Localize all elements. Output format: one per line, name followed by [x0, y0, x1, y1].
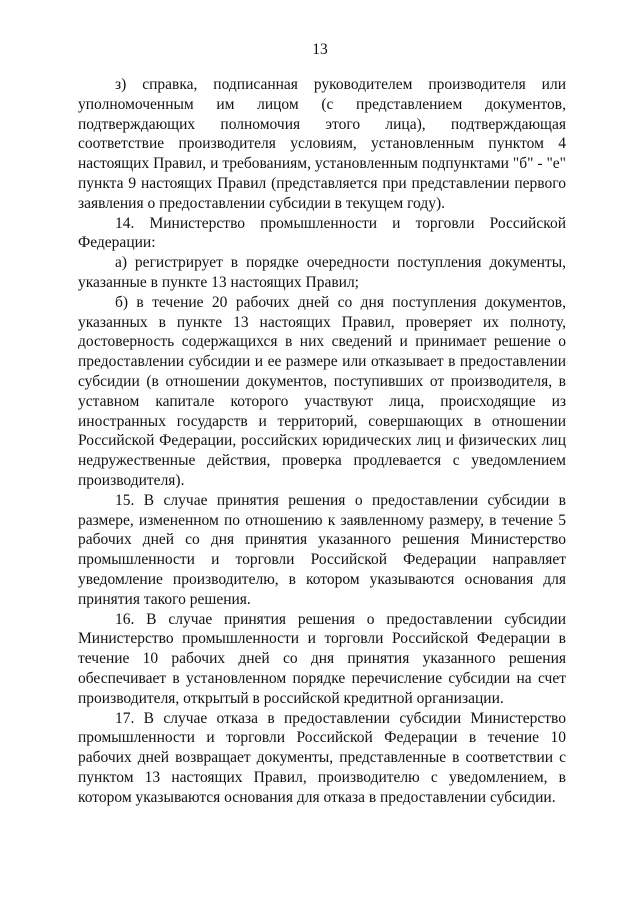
document-body [78, 75, 566, 807]
page-number: 13 [312, 41, 328, 58]
paragraph-item-14b: б) в течение 20 рабочих дней со дня поступления документов, указанных в пункте 13 настоящих Правил, проверяет их полноту, достоверность содержащихся в них сведений и принимает решение о предоставлении субсидии и ее размере или отказывает в предоставлении субсидии (в отношении документов, поступивших от производителя, в уставном капитале которого участвуют лица, происходящие из иностранных государств и территорий, совершающих в отношении Российской Федерации, российских юридических лиц и физических лиц недружественные действия, проверка продлевается с уведомлением производителя). [78, 293, 566, 489]
paragraph-item-15: 15. В случае принятия решения о предоставлении субсидии в размере, измененном по отношению к заявленному размеру, в течение 5 рабочих дней со дня принятия указанного решения Министерство промышленности и торговли Российской Федерации направляет уведомление производителю, в котором указываются основания для принятия такого решения. [78, 491, 566, 608]
paragraph-item-14a: а) регистрирует в порядке очередности поступления документы, указанные в пункте 13 настоящих Правил; [78, 254, 566, 291]
paragraph-item-14: 14. Министерство промышленности и торговли Российской Федерации: [78, 214, 566, 252]
paragraph-clause-z: з) справка, подписанная руководителем производителя или уполномоченным им лицом (с представлением документов, подтверждающих полномочия этого лица), подтверждающая соответствие производителя условиям, установленным пунктом 4 настоящих Правил, и требованиям, установленным подпунктами "б" - "е" пункта 9 настоящих Правил (представляется при представлении первого заявления о предоставлении субсидии в текущем году). [78, 76, 566, 212]
paragraph-item-17: 17. В случае отказа в предоставлении субсидии Министерство промышленности и торговли Российской Федерации в течение 10 рабочих дней возвращает документы, представленные в соответствии с пунктом 13 настоящих Правил, производителю с уведомлением, в котором указываются основания для отказа в предоставлении субсидии. [78, 709, 566, 806]
paragraph-item-16: 16. В случае принятия решения о предоставлении субсидии Министерство промышленности и торговли Российской Федерации в течение 10 рабочих дней со дня принятия указанного решения обеспечивает в установленном порядке перечисление субсидии на счет производителя, открытый в российской кредитной организации. [78, 610, 566, 707]
